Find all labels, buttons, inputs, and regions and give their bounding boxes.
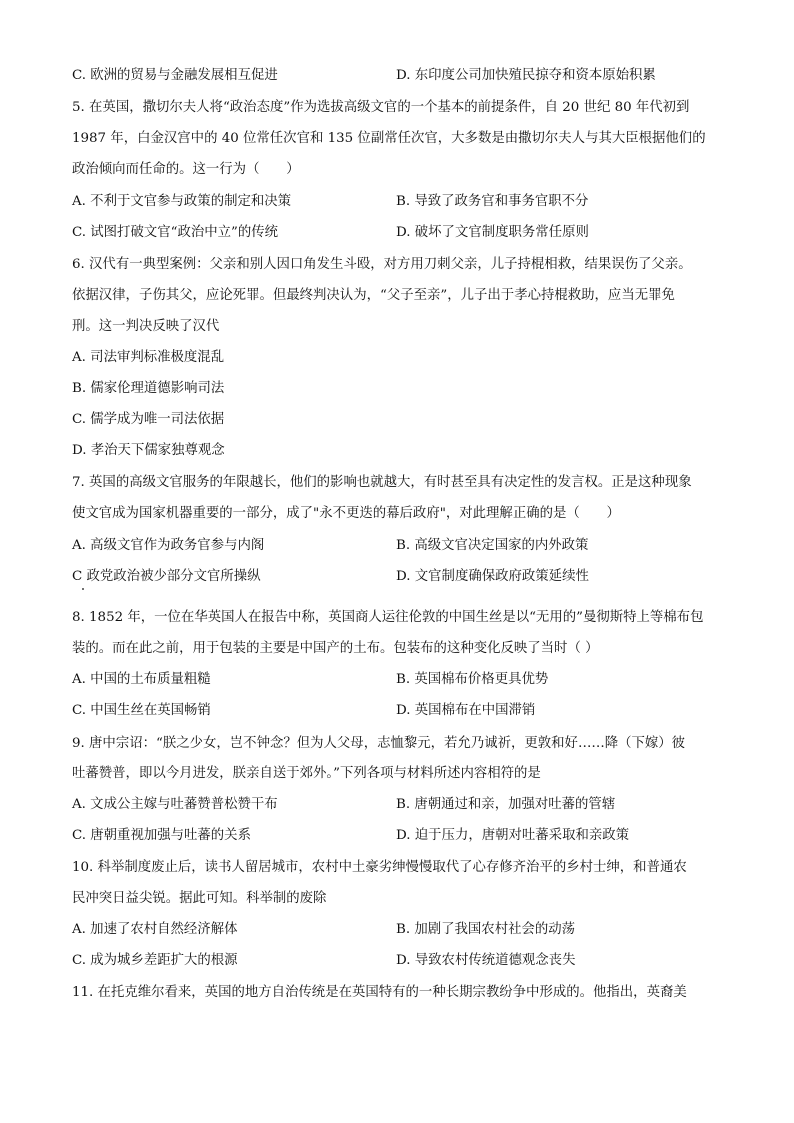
q5-stem-line-1: 5. 在英国，撒切尔夫人将“政治态度”作为选拔高级文官的一个基本的前提条件，自 20 世纪 80 年代初到	[72, 100, 690, 115]
q10-option-a: A. 加速了农村自然经济解体	[72, 922, 238, 937]
q10-option-d: D. 导致农村传统道德观念丧失	[396, 953, 576, 968]
q6-option-a: A. 司法审判标准极度混乱	[72, 350, 225, 365]
stray-dot-mark	[82, 588, 84, 590]
q9-stem-line-1: 9. 唐中宗诏：“朕之少女，岂不钟念？但为人父母，志恤黎元，若允乃诚祈，更敦和好……降（下嫁）彼	[72, 736, 686, 751]
q8-stem-line-1: 8. 1852 年，一位在华英国人在报告中称，英国商人运往伦敦的中国生丝是以“无用的”曼彻斯特上等棉布包	[72, 610, 704, 625]
q10-stem-line-2: 民冲突日益尖锐。据此可知。科举制的废除	[72, 891, 327, 906]
q6-option-d: D. 孝治天下儒家独尊观念	[72, 443, 225, 458]
q7-stem-line-1: 7. 英国的高级文官服务的年限越长，他们的影响也就越大，有时甚至具有决定性的发言权。正是这种现象	[72, 475, 692, 490]
q9-stem-line-2: 吐蕃赞普，即以今月进发，朕亲自送于郊外。”下列各项与材料所述内容相符的是	[72, 766, 541, 781]
q9-option-d: D. 迫于压力，唐朝对吐蕃采取和亲政策	[396, 828, 630, 843]
q6-option-b: B. 儒家伦理道德影响司法	[72, 381, 225, 396]
q6-stem-line-1: 6. 汉代有一典型案例：父亲和别人因口角发生斗殴，对方用刀刺父亲，儿子持棍相救，结果误伤了父亲。	[72, 257, 692, 272]
q6-option-c: C. 儒学成为唯一司法依据	[72, 412, 225, 427]
q7-option-b: B. 高级文官决定国家的内外政策	[396, 538, 589, 553]
q10-stem-line-1: 10. 科举制度废止后，读书人留居城市，农村中土豪劣绅慢慢取代了心存修齐治平的乡村士绅，和普通农	[72, 860, 687, 875]
q8-option-c: C. 中国生丝在英国畅销	[72, 703, 211, 718]
q8-stem-line-2: 装的。而在此之前，用于包装的主要是中国产的土布。包装布的这种变化反映了当时（ ）	[72, 641, 599, 656]
q8-option-b: B. 英国棉布价格更具优势	[396, 672, 549, 687]
q5-option-c: C. 试图打破文官“政治中立”的传统	[72, 225, 279, 240]
q9-option-c: C. 唐朝重视加强与吐蕃的关系	[72, 828, 251, 843]
q5-option-d: D. 破坏了文官制度职务常任原则	[396, 225, 589, 240]
q5-option-a: A. 不利于文官参与政策的制定和决策	[72, 194, 292, 209]
q4-option-c: C. 欧洲的贸易与金融发展相互促进	[72, 68, 278, 83]
q5-stem-line-2: 1987 年，白金汉宫中的 40 位常任次官和 135 位副常任次官，大多数是由撒切尔夫人与其大臣根据他们的	[72, 131, 706, 146]
q5-stem-line-3: 政治倾向而任命的。这一行为（ ）	[72, 162, 300, 177]
q6-stem-line-3: 刑。这一判决反映了汉代	[72, 319, 220, 334]
q9-option-a: A. 文成公主嫁与吐蕃赞普松赞干布	[72, 797, 278, 812]
q8-option-a: A. 中国的土布质量粗糙	[72, 672, 211, 687]
q4-option-d: D. 东印度公司加快殖民掠夺和资本原始积累	[396, 68, 656, 83]
q7-option-c: C 政党政治被少部分文官所操纵	[72, 569, 261, 584]
q6-stem-line-2: 依据汉律，子伤其父，应论死罪。但最终判决认为，“父子至亲”，儿子出于孝心持棍救助，应当无罪免	[72, 288, 675, 303]
q7-option-a: A. 高级文官作为政务官参与内阁	[72, 538, 265, 553]
q9-option-b: B. 唐朝通过和亲，加强对吐蕃的管辖	[396, 797, 616, 812]
q8-option-d: D. 英国棉布在中国滞销	[396, 703, 536, 718]
q7-option-d: D. 文官制度确保政府政策延续性	[396, 569, 589, 584]
q7-stem-line-2: 使文官成为国家机器重要的一部分，成了"永不更迭的幕后政府"，对此理解正确的是（ ）	[72, 506, 620, 521]
q11-stem-line-1: 11. 在托克维尔看来，英国的地方自治传统是在英国特有的一种长期宗教纷争中形成的。他指出，英裔美	[72, 985, 687, 1000]
q5-option-b: B. 导致了政务官和事务官职不分	[396, 194, 589, 209]
q10-option-b: B. 加剧了我国农村社会的动荡	[396, 922, 576, 937]
q10-option-c: C. 成为城乡差距扩大的根源	[72, 953, 238, 968]
